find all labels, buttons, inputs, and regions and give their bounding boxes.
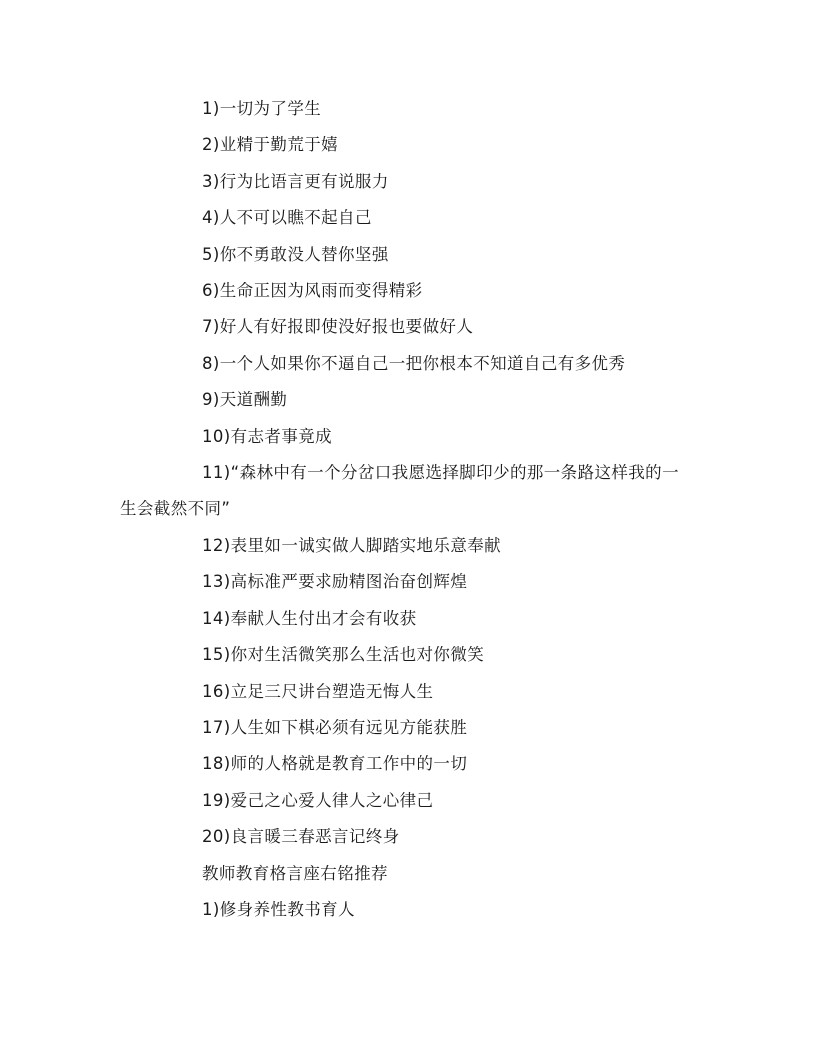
paragraph-5: 5)你不勇敢没人替你坚强 — [202, 244, 389, 264]
paragraph-2: 2)业精于勤荒于嬉 — [202, 135, 339, 155]
paragraph-15: 15)你对生活微笑那么生活也对你微笑 — [202, 645, 485, 665]
paragraph-17: 17)人生如下棋必须有远见方能获胜 — [202, 717, 468, 737]
paragraph-20: 20)良言暖三春恶言记终身 — [202, 827, 400, 847]
paragraph-1: 1)一切为了学生 — [202, 99, 322, 118]
paragraph-10: 10)有志者事竟成 — [202, 426, 333, 446]
document-body — [120, 91, 690, 928]
paragraph-3: 3)行为比语言更有说服力 — [202, 171, 389, 191]
section-heading: 教师教育格言座右铭推荐 — [202, 863, 388, 883]
paragraph-4: 4)人不可以瞧不起自己 — [202, 208, 372, 228]
paragraph-14: 14)奉献人生付出才会有收获 — [202, 608, 417, 628]
paragraph-18: 18)师的人格就是教育工作中的一切 — [202, 754, 468, 774]
paragraph-8: 8)一个人如果你不逼自己一把你根本不知道自己有多优秀 — [202, 353, 626, 373]
paragraph-21: 1)修身养性教书育人 — [202, 899, 355, 919]
paragraph-19: 19)爱己之心爱人律人之心律己 — [202, 790, 434, 810]
paragraph-12: 12)表里如一诚实做人脚踏实地乐意奉献 — [202, 535, 502, 555]
paragraph-11: 11)“森林中有一个分岔口我愿选择脚印少的那一条路这样我的一生会截然不同” — [120, 463, 679, 519]
paragraph-6: 6)生命正因为风雨而变得精彩 — [202, 281, 423, 301]
paragraph-9: 9)天道酬勤 — [202, 390, 288, 410]
paragraph-16: 16)立足三尺讲台塑造无悔人生 — [202, 681, 434, 701]
paragraph-13: 13)高标准严要求励精图治奋创辉煌 — [202, 572, 468, 592]
paragraph-7: 7)好人有好报即使没好报也要做好人 — [202, 317, 474, 337]
